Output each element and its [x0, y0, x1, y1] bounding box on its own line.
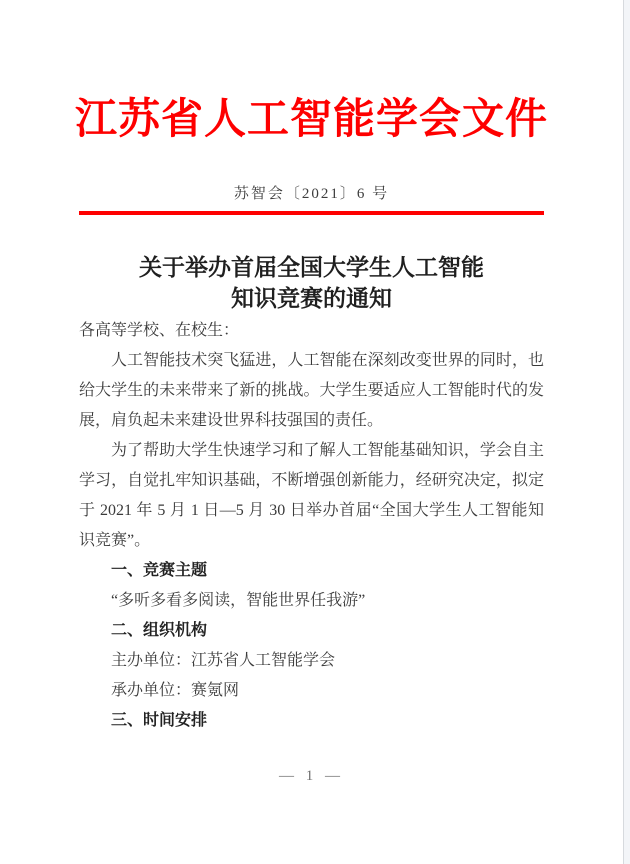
notice-title-line2: 知识竞赛的通知 — [231, 286, 392, 311]
section-line-organizer: 主办单位：江苏省人工智能学会 — [111, 652, 336, 669]
red-divider-rule — [79, 211, 544, 215]
notice-title-line1: 关于举办首届全国大学生人工智能 — [139, 255, 484, 280]
document-body — [79, 316, 544, 736]
section-line-theme-slogan: “多听多看多阅读，智能世界任我游” — [111, 592, 366, 609]
section-heading-1: 一、竞赛主题 — [111, 562, 208, 579]
body-paragraph: 人工智能技术突飞猛进，人工智能在深刻改变世界的同时，也给大学生的未来带来了新的挑战。大学生要适应人工智能时代的发展，肩负起未来建设世界科技强国的责任。 — [79, 352, 544, 429]
notice-title — [0, 252, 623, 314]
body-paragraph: 为了帮助大学生快速学习和了解人工智能基础知识，学会自主学习，自觉扎牢知识基础，不断增强创新能力，经研究决定，拟定于 2021 年 5 月 1 日—5 月 30 日举办首届“全国大学生人工智能知识竞赛”。 — [79, 442, 544, 549]
red-letterhead-title: 江苏省人工智能学会文件 — [74, 97, 548, 143]
section-heading-3: 三、时间安排 — [111, 712, 208, 729]
section-heading-2: 二、组织机构 — [111, 622, 208, 639]
page-edge-gutter — [623, 0, 630, 864]
salutation: 各高等学校、在校生： — [79, 322, 240, 339]
section-line-co-organizer: 承办单位：赛氪网 — [111, 682, 240, 699]
document-number: 苏智会〔2021〕6 号 — [233, 186, 390, 202]
page-number: — 1 — — [279, 768, 344, 784]
